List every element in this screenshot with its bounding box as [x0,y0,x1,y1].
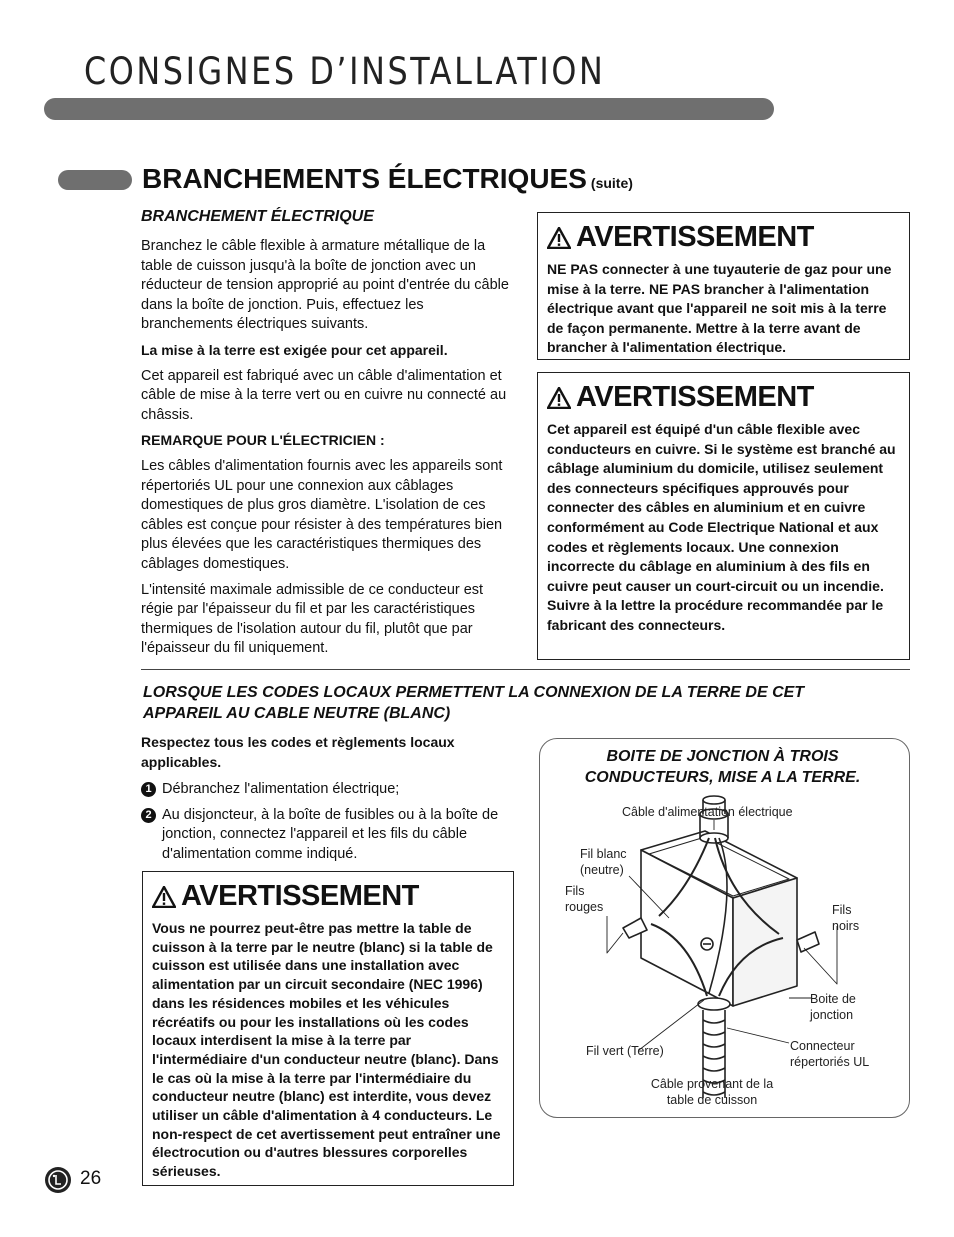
label-ul-connector: Connecteur répertoriés UL [790,1039,870,1069]
lower-left-column [141,733,513,865]
left-heading: BRANCHEMENT ÉLECTRIQUE [141,208,374,225]
warning-triangle-icon [152,886,176,908]
section-divider [141,669,910,670]
warning-1-text: NE PAS connecter à une tuyauterie de gaz pour une mise à la terre. NE PAS brancher à l'alimentation électrique avant que l'appareil ne soit mis à la terre de façon permanente. Mettre à la terre avant de brancher à l'alimentation électrique. [547,261,892,356]
left-column [141,208,513,665]
step-2-text: Au disjoncteur, à la boîte de fusibles ou à la boîte de jonction, connectez l'appareil et les fils du câble d'alimentation comme indiqué. [162,806,499,862]
warning-2-title [547,381,900,414]
step-1 [141,780,513,800]
warning-box-1 [537,212,910,360]
warning-3-text: Vous ne pourrez peut-être pas mettre la table de cuisson à la terre par le neutre (blanc) si la table de cuisson est utilisée dans une installation avec alimentation par un circuit secondaire (NEC 1996) dans les résidences mobiles et les véhicules récréatifs ou pour les installations où les codes locaux interdisent la mise à la terre par l'intermédiaire d'un conducteur neutre (blanc). Dans le cas où la mise à la terre par l'intermédiaire du conducteur neutre (blanc) est interdite, vous devez utiliser un câble d'alimentation à 4 conducteurs. Le non-respect de cet avertissement peut entraîner une électrocution ou d'autres blessures corporelles sérieuses. [152,920,501,1180]
section-title-text: BRANCHEMENTS ÉLECTRIQUES [142,163,587,194]
header-bar [44,98,774,120]
left-paragraph-2: La mise à la terre est exigée pour cet appareil. [141,341,448,358]
step-1-text: Débranchez l'alimentation électrique; [162,781,400,798]
step-2-number: 2 [141,808,156,823]
page-number: 26 [80,1168,102,1189]
section-pill [58,170,132,190]
label-red-wires: Fils rouges [565,884,604,914]
section-title [142,163,633,195]
label-cooktop-cable: Câble provenant de la table de cuisson [650,1077,774,1107]
label-power-cable: Câble d'alimentation électrique [622,805,793,819]
lower-intro: Respectez tous les codes et règlements locaux applicables. [141,734,455,770]
warning-3-title-text: AVERTISSEMENT [181,880,419,912]
lg-logo-mark [45,1167,71,1193]
step-2 [141,806,513,865]
warning-2-title-text: AVERTISSEMENT [576,381,814,413]
step-1-number: 1 [141,782,156,797]
lower-heading: LORSQUE LES CODES LOCAUX PERMETTENT LA CONNEXION DE LA TERRE DE CET APPAREIL AU CABLE NEUTRE (BLANC) [143,684,805,722]
warning-box-3 [142,871,514,1186]
warning-1-title [547,221,900,254]
left-paragraph-6: L'intensité maximale admissible de ce conducteur est régie par l'épaisseur du fil et par les caractéristiques thermiques de l'isolation autour du fil, plutôt que par l'épaisseur du fil uniquement. [141,581,484,657]
diagram-title: BOITE DE JONCTION À TROIS CONDUCTEURS, MISE A LA TERRE. [584,748,861,786]
warning-triangle-icon [547,387,571,409]
label-white-wire: Fil blanc (neutre) [580,847,627,877]
left-paragraph-1: Branchez le câble flexible à armature métallique de la table de cuisson jusqu'à la boîte de jonction avec un réducteur de tension approprié au point d'entrée du câble dans la boîte de jonction. Puis, effectuez les branchements électriques suivants. [141,238,509,333]
label-black-wires: Fils noirs [832,903,860,933]
warning-2-text: Cet appareil est équipé d'un câble flexible avec conducteurs en cuivre. Si le système est branché au câblage aluminium du domicile, utilisez seulement des connecteurs spécifiques approuvés pour connecter des câbles en aluminium et en cuivre conformément au Code Electrique National et aux codes et règlements locaux. Une connexion incorrecte du câblage en aluminium à des fils en cuivre peut causer un court-circuit ou un incendie. Suivre à la lettre la procédure recommandée par le fabricant des connecteurs. [547,421,896,633]
warning-triangle-icon [547,227,571,249]
warning-3-title [152,880,504,913]
left-paragraph-5: Les câbles d'alimentation fournis avec les appareils sont répertoriés UL pour une connexion aux câblages domestiques de plus gros diamètre. L'isolation de ces câbles est conçue pour résister à des températures bien plus élevées que les caractéristiques thermiques des câblages domestiques. [141,457,503,572]
label-green-wire: Fil vert (Terre) [586,1044,664,1058]
warning-box-2 [537,372,910,660]
warning-1-title-text: AVERTISSEMENT [576,221,814,253]
lg-logo-icon [45,1167,71,1193]
section-title-suffix: (suite) [590,175,633,191]
left-paragraph-4: REMARQUE POUR L'ÉLECTRICIEN : [141,432,385,449]
left-paragraph-3: Cet appareil est fabriqué avec un câble d'alimentation et câble de mise à la terre vert ou en cuivre nu connecté au châssis. [141,367,507,423]
label-junction-box: Boite de jonction [810,992,856,1022]
page-header-title: CONSIGNES D’INSTALLATION [84,50,606,93]
